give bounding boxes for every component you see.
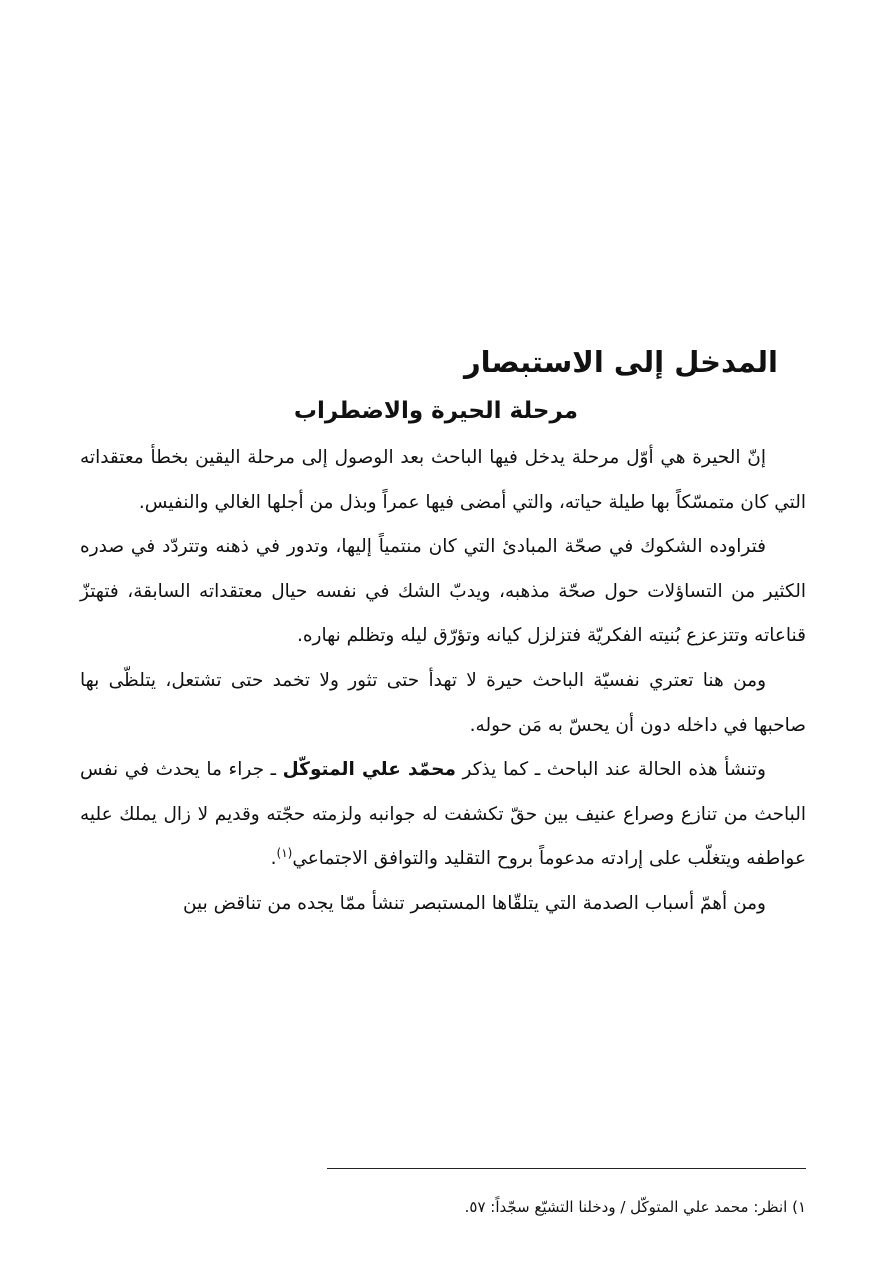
cited-author-name: محمّد علي المتوكّل xyxy=(282,759,456,781)
footnote-divider xyxy=(327,1168,806,1169)
paragraph-1: إنّ الحيرة هي أوّل مرحلة يدخل فيها الباحث بعد الوصول إلى مرحلة اليقين بخطأ معتقداته التي كان متمسّكاً بها طيلة حياته، والتي أمضى فيها عمراً وبذل من أجلها الغالي والنفيس. xyxy=(80,447,806,513)
page-subtitle: مرحلة الحيرة والاضطراب xyxy=(293,398,578,424)
book-page xyxy=(80,0,806,1267)
footnote-reference[interactable]: (١) xyxy=(276,846,293,861)
page-title: المدخل إلى الاستبصار xyxy=(463,345,778,379)
paragraph-3: ومن هنا تعتري نفسيّة الباحث حيرة لا تهدأ حتى تثور ولا تخمد حتى تشتعل، يتلظّى بها صاحبها في داخله دون أن يحسّ به مَن حوله. xyxy=(80,669,806,736)
paragraph-4 xyxy=(80,748,806,882)
body-text xyxy=(80,436,806,927)
paragraph-2: فتراوده الشكوك في صحّة المبادئ التي كان منتمياً إليها، وتدور في ذهنه وتتردّد في صدره الكثير من التساؤلات حول صحّة مذهبه، ويدبّ الشك في نفسه حيال معتقداته السابقة، فتهتزّ قناعاته وتتزعزع بُنيته الفكريّة فتزلزل كيانه وتؤرّق ليله وتظلم نهاره. xyxy=(80,536,806,647)
paragraph-4-intro: وتنشأ هذه الحالة عند الباحث ـ كما يذكر xyxy=(455,759,766,781)
paragraph-5: ومن أهمّ أسباب الصدمة التي يتلقّاها المستبصر تنشأ ممّا يجده من تناقض بين xyxy=(182,892,766,914)
paragraph-4-end: . xyxy=(270,848,277,870)
paragraph-4-body: ـ جراء ما يحدث في نفس الباحث من تنازع وصراع عنيف بين حقّ تكشفت له جوانبه ولزمته حجّته وقديم لا زال يملك عليه عواطفه ويتغلّب على إرادته مدعوماً بروح التقليد والتوافق الاجتماعي xyxy=(80,759,806,870)
footnote-text: ١) انظر: محمد علي المتوكّل / ودخلنا التشيّع سجّداً: ٥٧. xyxy=(464,1198,806,1216)
